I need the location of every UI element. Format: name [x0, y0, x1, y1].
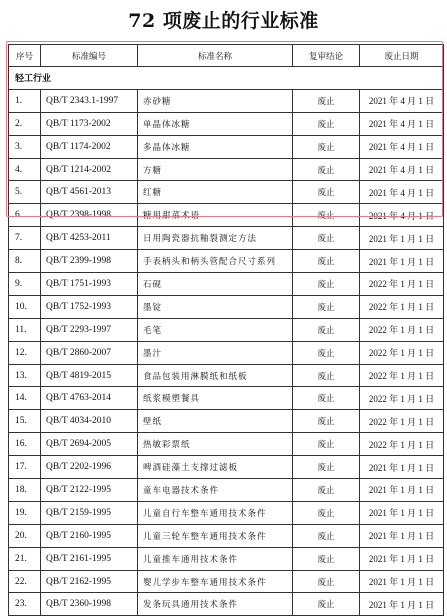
cell-abolish-date: 2021 年 1 月 1 日: [360, 524, 444, 547]
table-row: [9, 204, 444, 227]
cell-abolish-date: 2022 年 1 月 1 日: [360, 387, 444, 410]
cell-abolish-date: 2022 年 1 月 1 日: [360, 295, 444, 318]
cell-standard-code: QB/T 1752-1993: [41, 295, 138, 318]
cell-standard-code: QB/T 2399-1998: [41, 250, 138, 273]
cell-serial-no: 14.: [9, 387, 41, 410]
cell-standard-name: 婴儿学步车整车通用技术条件: [138, 570, 293, 593]
table-body: [9, 67, 444, 616]
cell-review-conclusion: 废止: [293, 456, 360, 479]
cell-standard-name: 毛笔: [138, 318, 293, 341]
cell-standard-name: 发条玩具通用技术条件: [138, 593, 293, 616]
table-row: [9, 318, 444, 341]
cell-standard-code: QB/T 4561-2013: [41, 181, 138, 204]
cell-review-conclusion: 废止: [293, 181, 360, 204]
cell-review-conclusion: 废止: [293, 158, 360, 181]
cell-abolish-date: 2021 年 1 月 1 日: [360, 479, 444, 502]
cell-standard-code: QB/T 2202-1996: [41, 456, 138, 479]
table-row: [9, 570, 444, 593]
cell-abolish-date: 2022 年 1 月 1 日: [360, 410, 444, 433]
table-row: [9, 295, 444, 318]
header-standard-code: 标准编号: [41, 45, 138, 67]
cell-standard-code: QB/T 2343.1-1997: [41, 89, 138, 112]
cell-serial-no: 5.: [9, 181, 41, 204]
cell-review-conclusion: 废止: [293, 112, 360, 135]
cell-serial-no: 15.: [9, 410, 41, 433]
cell-review-conclusion: 废止: [293, 570, 360, 593]
cell-serial-no: 20.: [9, 524, 41, 547]
cell-serial-no: 22.: [9, 570, 41, 593]
cell-serial-no: 8.: [9, 250, 41, 273]
cell-standard-name: 红糖: [138, 181, 293, 204]
standards-table-wrapper: [8, 44, 443, 616]
cell-review-conclusion: 废止: [293, 524, 360, 547]
cell-standard-name: 热敏彩票纸: [138, 433, 293, 456]
cell-standard-code: QB/T 4819-2015: [41, 364, 138, 387]
cell-review-conclusion: 废止: [293, 593, 360, 616]
cell-abolish-date: 2021 年 1 月 1 日: [360, 501, 444, 524]
table-header-row: [9, 45, 444, 67]
table-row: [9, 547, 444, 570]
cell-serial-no: 2.: [9, 112, 41, 135]
cell-review-conclusion: 废止: [293, 295, 360, 318]
table-row: [9, 341, 444, 364]
cell-standard-name: 壁纸: [138, 410, 293, 433]
cell-review-conclusion: 废止: [293, 250, 360, 273]
cell-review-conclusion: 废止: [293, 547, 360, 570]
cell-standard-name: 赤砂糖: [138, 89, 293, 112]
cell-standard-code: QB/T 2162-1995: [41, 570, 138, 593]
category-row: [9, 67, 444, 90]
table-row: [9, 181, 444, 204]
cell-abolish-date: 2022 年 1 月 1 日: [360, 273, 444, 296]
table-row: [9, 387, 444, 410]
cell-serial-no: 16.: [9, 433, 41, 456]
header-abolish-date: 废止日期: [360, 45, 444, 67]
cell-standard-code: QB/T 1173-2002: [41, 112, 138, 135]
cell-abolish-date: 2021 年 1 月 1 日: [360, 456, 444, 479]
table-row: [9, 524, 444, 547]
cell-abolish-date: 2022 年 1 月 1 日: [360, 318, 444, 341]
cell-review-conclusion: 废止: [293, 387, 360, 410]
cell-serial-no: 9.: [9, 273, 41, 296]
cell-serial-no: 7.: [9, 227, 41, 250]
cell-abolish-date: 2021 年 1 月 1 日: [360, 250, 444, 273]
cell-abolish-date: 2021 年 1 月 1 日: [360, 547, 444, 570]
cell-serial-no: 11.: [9, 318, 41, 341]
cell-standard-name: 啤酒硅藻土支撑过滤板: [138, 456, 293, 479]
cell-standard-name: 糖用甜菜术语: [138, 204, 293, 227]
standards-table: [8, 44, 444, 616]
cell-standard-name: 纸浆模塑餐具: [138, 387, 293, 410]
cell-standard-code: QB/T 4034-2010: [41, 410, 138, 433]
cell-serial-no: 12.: [9, 341, 41, 364]
table-row: [9, 479, 444, 502]
cell-standard-name: 多晶体冰糖: [138, 135, 293, 158]
cell-standard-code: QB/T 2694-2005: [41, 433, 138, 456]
cell-review-conclusion: 废止: [293, 227, 360, 250]
header-review-conclusion: 复审结论: [293, 45, 360, 67]
header-serial-no: 序号: [9, 45, 41, 67]
cell-standard-code: QB/T 1751-1993: [41, 273, 138, 296]
table-row: [9, 112, 444, 135]
cell-abolish-date: 2021 年 4 月 1 日: [360, 135, 444, 158]
cell-abolish-date: 2022 年 1 月 1 日: [360, 364, 444, 387]
cell-standard-name: 墨汁: [138, 341, 293, 364]
cell-standard-code: QB/T 2161-1995: [41, 547, 138, 570]
cell-standard-code: QB/T 2293-1997: [41, 318, 138, 341]
table-row: [9, 158, 444, 181]
cell-standard-name: 儿童三轮车整车通用技术条件: [138, 524, 293, 547]
cell-review-conclusion: 废止: [293, 479, 360, 502]
table-row: [9, 89, 444, 112]
cell-review-conclusion: 废止: [293, 318, 360, 341]
table-row: [9, 501, 444, 524]
cell-serial-no: 10.: [9, 295, 41, 318]
cell-review-conclusion: 废止: [293, 433, 360, 456]
cell-abolish-date: 2021 年 1 月 1 日: [360, 570, 444, 593]
cell-standard-name: 手表柄头和柄头管配合尺寸系列: [138, 250, 293, 273]
cell-standard-code: QB/T 2160-1995: [41, 524, 138, 547]
cell-serial-no: 17.: [9, 456, 41, 479]
cell-standard-code: QB/T 2159-1995: [41, 501, 138, 524]
table-row: [9, 410, 444, 433]
cell-standard-code: QB/T 4253-2011: [41, 227, 138, 250]
cell-abolish-date: 2021 年 1 月 1 日: [360, 593, 444, 616]
cell-review-conclusion: 废止: [293, 501, 360, 524]
cell-abolish-date: 2021 年 4 月 1 日: [360, 181, 444, 204]
cell-serial-no: 21.: [9, 547, 41, 570]
table-row: [9, 456, 444, 479]
cell-serial-no: 4.: [9, 158, 41, 181]
cell-standard-code: QB/T 2122-1995: [41, 479, 138, 502]
category-label: 轻工行业: [9, 67, 444, 90]
header-standard-name: 标准名称: [138, 45, 293, 67]
cell-review-conclusion: 废止: [293, 204, 360, 227]
cell-standard-name: 食品包装用淋膜纸和纸板: [138, 364, 293, 387]
cell-abolish-date: 2022 年 1 月 1 日: [360, 341, 444, 364]
cell-standard-code: QB/T 2860-2007: [41, 341, 138, 364]
cell-standard-name: 儿童自行车整车通用技术条件: [138, 501, 293, 524]
cell-serial-no: 23.: [9, 593, 41, 616]
cell-standard-name: 方糖: [138, 158, 293, 181]
cell-standard-code: QB/T 1214-2002: [41, 158, 138, 181]
cell-review-conclusion: 废止: [293, 410, 360, 433]
table-row: [9, 135, 444, 158]
cell-abolish-date: 2021 年 4 月 1 日: [360, 204, 444, 227]
cell-standard-code: QB/T 4763-2014: [41, 387, 138, 410]
cell-review-conclusion: 废止: [293, 364, 360, 387]
cell-abolish-date: 2022 年 1 月 1 日: [360, 433, 444, 456]
cell-standard-name: 童车电器技术条件: [138, 479, 293, 502]
cell-abolish-date: 2021 年 4 月 1 日: [360, 112, 444, 135]
cell-standard-name: 单晶体冰糖: [138, 112, 293, 135]
cell-abolish-date: 2021 年 4 月 1 日: [360, 89, 444, 112]
page-title: 72 项废止的行业标准: [128, 10, 319, 32]
cell-review-conclusion: 废止: [293, 273, 360, 296]
table-row: [9, 227, 444, 250]
cell-serial-no: 18.: [9, 479, 41, 502]
cell-review-conclusion: 废止: [293, 135, 360, 158]
cell-serial-no: 19.: [9, 501, 41, 524]
cell-serial-no: 13.: [9, 364, 41, 387]
cell-review-conclusion: 废止: [293, 341, 360, 364]
cell-abolish-date: 2021 年 1 月 1 日: [360, 227, 444, 250]
cell-standard-name: 儿童推车通用技术条件: [138, 547, 293, 570]
table-row: [9, 250, 444, 273]
cell-standard-name: 日用陶瓷器抗釉裂测定方法: [138, 227, 293, 250]
cell-serial-no: 1.: [9, 89, 41, 112]
table-row: [9, 433, 444, 456]
cell-standard-code: QB/T 2360-1998: [41, 593, 138, 616]
table-row: [9, 273, 444, 296]
cell-review-conclusion: 废止: [293, 89, 360, 112]
cell-standard-code: QB/T 1174-2002: [41, 135, 138, 158]
table-row: [9, 593, 444, 616]
cell-serial-no: 6.: [9, 204, 41, 227]
cell-abolish-date: 2021 年 4 月 1 日: [360, 158, 444, 181]
cell-standard-code: QB/T 2398-1998: [41, 204, 138, 227]
cell-standard-name: 石砚: [138, 273, 293, 296]
cell-serial-no: 3.: [9, 135, 41, 158]
table-row: [9, 364, 444, 387]
cell-standard-name: 墨锭: [138, 295, 293, 318]
